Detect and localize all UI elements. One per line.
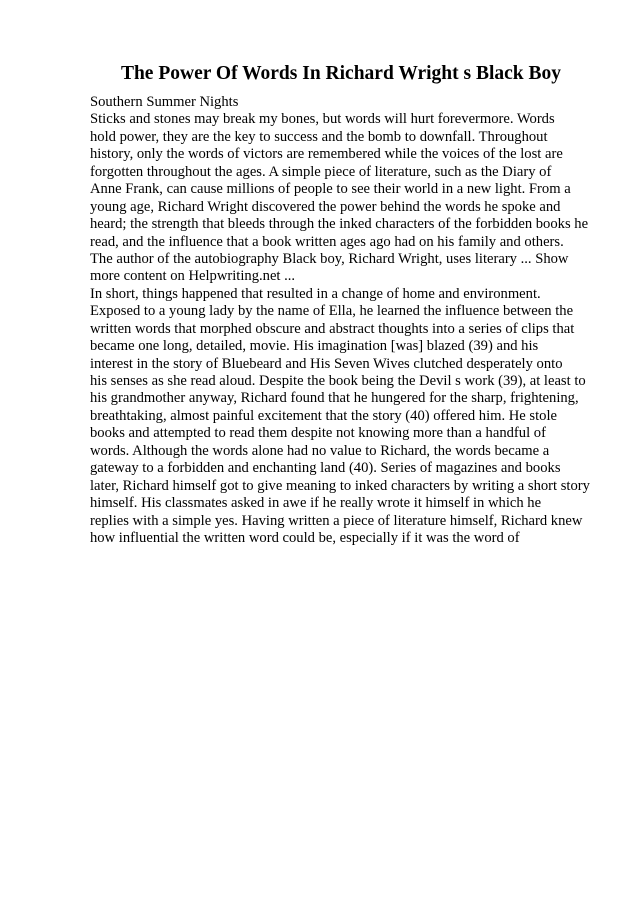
section-heading: Southern Summer Nights — [90, 94, 239, 110]
body-line: replies with a simple yes. Having written a piece of literature himself, Richard knew — [90, 512, 583, 529]
body-line: breathtaking, almost painful excitement that the story (40) offered him. He stole — [90, 407, 557, 424]
body-line: The author of the autobiography Black boy, Richard Wright, uses literary ... Show — [90, 250, 569, 267]
body-line: read, and the influence that a book written ages ago had on his family and others. — [90, 233, 564, 250]
document-title-text: The Power Of Words In Richard Wright s Black Boy — [120, 63, 562, 84]
body-line: forgotten throughout the ages. A simple piece of literature, such as the Diary of — [90, 163, 552, 180]
body-line: young age, Richard Wright discovered the power behind the words he spoke and — [90, 198, 561, 215]
body-line: became one long, detailed, movie. His imagination [was] blazed (39) and his — [90, 338, 539, 355]
body-line: his grandmother anyway, Richard found that he hungered for the sharp, frightening, — [90, 390, 579, 407]
body-line: gateway to a forbidden and enchanting land (40). Series of magazines and books — [90, 460, 561, 477]
body-line: interest in the story of Bluebeard and His Seven Wives clutched desperately onto — [90, 355, 563, 372]
body-line: history, only the words of victors are remembered while the voices of the lost are — [90, 146, 563, 163]
body-line: words. Although the words alone had no value to Richard, the words became a — [90, 442, 550, 459]
body-line: himself. His classmates asked in awe if he really wrote it himself in which he — [90, 495, 542, 512]
body-line: hold power, they are the key to success and the bomb to downfall. Throughout — [90, 128, 548, 145]
body-line: later, Richard himself got to give meaning to inked characters by writing a short story — [90, 477, 590, 494]
body-line: written words that morphed obscure and abstract thoughts into a series of clips that — [90, 320, 575, 337]
body-line: In short, things happened that resulted in a change of home and environment. — [90, 285, 541, 302]
document-body — [90, 94, 630, 547]
body-line: heard; the strength that bleeds through the inked characters of the forbidden books he — [90, 216, 589, 233]
document-title — [0, 62, 638, 86]
body-line: Exposed to a young lady by the name of Ella, he learned the influence between the — [90, 303, 574, 320]
body-line: Sticks and stones may break my bones, but words will hurt forevermore. Words — [90, 111, 555, 128]
body-line: Anne Frank, can cause millions of people to see their world in a new light. From a — [90, 181, 571, 198]
body-line: books and attempted to read them despite not knowing more than a handful of — [90, 425, 546, 442]
show-more-line: more content on Helpwriting.net ... — [90, 268, 296, 285]
body-line: his senses as she read aloud. Despite the book being the Devil s work (39), at least to — [90, 373, 586, 389]
body-line: how influential the written word could be, especially if it was the word of — [90, 529, 520, 546]
